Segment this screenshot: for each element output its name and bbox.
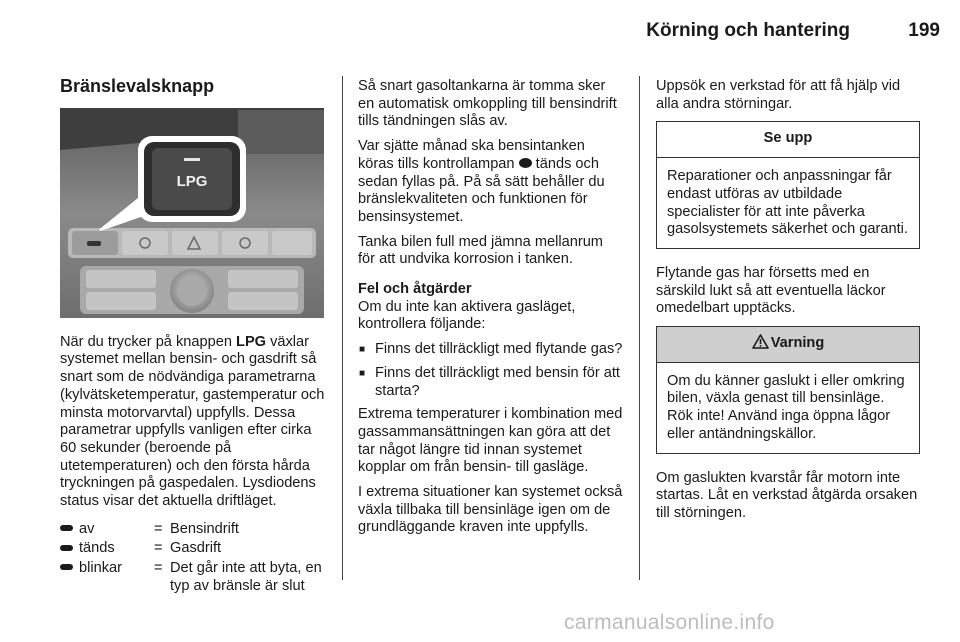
paragraph: I extrema situationer kan systemet också växla tillbaka till bensinläge igen om de grundläggande kraven inte uppfylls. xyxy=(358,484,623,536)
column-3 xyxy=(656,78,920,530)
list-item: ■ Finns det tillräckligt med flytande gas? xyxy=(358,341,624,359)
column-divider xyxy=(342,76,343,580)
column-1 xyxy=(60,78,328,598)
lpg-keyword: LPG xyxy=(236,333,267,350)
caution-body: Reparationer och anpassningar får endast utföras av utbildade specialister för att inte påverka gasolsystemets säkerhet och garanti. xyxy=(667,168,908,238)
paragraph: Om gaslukten kvarstår får motorn inte startas. Låt en verkstad åtgärda orsaken till störningen. xyxy=(656,469,918,521)
column-divider xyxy=(639,76,640,580)
check-list xyxy=(358,341,624,400)
led-status-table xyxy=(60,521,328,598)
table-row xyxy=(60,521,328,541)
paragraph xyxy=(358,138,624,227)
subsection-title: Fel och åtgärder xyxy=(358,281,472,298)
section-title: Bränslevalsknapp xyxy=(60,76,215,96)
running-header-title: Körning och hantering xyxy=(646,20,850,41)
equals-sign: = xyxy=(154,520,163,537)
table-row xyxy=(60,540,328,560)
led-meaning: Gasdrift xyxy=(170,540,222,557)
watermark: carmanualsonline.info xyxy=(564,611,775,634)
led-icon xyxy=(60,564,73,570)
intro-text-start: När du trycker på knappen xyxy=(60,333,237,350)
warning-title: Varning xyxy=(770,335,825,352)
table-row xyxy=(60,560,328,597)
list-item: ■ Finns det tillräckligt med bensin för att starta? xyxy=(358,365,624,400)
led-state: av xyxy=(79,520,95,537)
paragraph-text: Var sjätte månad ska bensintanken köras tills kontrollampan xyxy=(358,138,585,172)
led-icon xyxy=(60,525,73,531)
led-meaning: Bensindrift xyxy=(170,520,239,537)
caution-box xyxy=(656,121,920,249)
column-2 xyxy=(358,78,624,544)
paragraph: Flytande gas har försetts med en särskild lukt så att eventuella läckor omedelbart upptäcks. xyxy=(656,264,886,317)
equals-sign: = xyxy=(154,560,163,577)
intro-text-rest: växlar systemet mellan bensin- och gasdrift så snart som de nödvändiga parametrarna (kylvätsketemperatur, gastemperatur och minsta motorvarvtal) uppfylls. Dessa parametrar uppfylls vanligen efter cirka 60 sekunder (beroende på utetemperaturen) och den första hårda tryckningen på gaspedalen. Lysdiodens status visar det aktuella driftläget. xyxy=(60,333,325,510)
photo-lpg-label: LPG xyxy=(176,172,208,190)
warning-triangle-icon xyxy=(752,334,769,349)
page-number: 199 xyxy=(908,20,940,41)
warning-body: Om du känner gaslukt i eller omkring bilen, växla genast till bensinläge. Rök inte! Använd inga öppna lågor eller antändningskällor. xyxy=(667,372,905,442)
intro-paragraph xyxy=(60,334,328,511)
lpg-button-photo xyxy=(60,108,324,318)
led-meaning: Det går inte att byta, en typ av bränsle är slut xyxy=(170,560,322,594)
paragraph-text: tänds och sedan fyllas på. På så sätt behåller du bränslekvaliteten och funktionen för bensinsystemet. xyxy=(358,155,605,225)
paragraph: Tanka bilen full med jämna mellanrum för att undvika korrosion i tanken. xyxy=(358,233,603,268)
paragraph: Extrema temperaturer i kombination med gassammansättningen kan göra att det tar något längre tid innan systemet kopplar om från bensin- till gasläge. xyxy=(358,406,623,476)
subsection-intro: Om du inte kan aktivera gasläget, kontrollera följande: xyxy=(358,298,576,333)
warning-header xyxy=(657,327,919,363)
paragraph: Uppsök en verkstad för att få hjälp vid alla andra störningar. xyxy=(656,78,901,112)
troubleshooting-block xyxy=(358,281,624,334)
caution-title: Se upp xyxy=(657,122,919,158)
led-state: tänds xyxy=(79,540,115,557)
equals-sign: = xyxy=(154,540,163,557)
paragraph: Så snart gasoltankarna är tomma sker en automatisk omkoppling till bensindrift tills tändningen slås av. xyxy=(358,78,617,130)
led-state: blinkar xyxy=(79,560,122,577)
control-lamp-icon xyxy=(519,158,532,168)
led-icon xyxy=(60,545,73,551)
warning-box xyxy=(656,326,920,454)
